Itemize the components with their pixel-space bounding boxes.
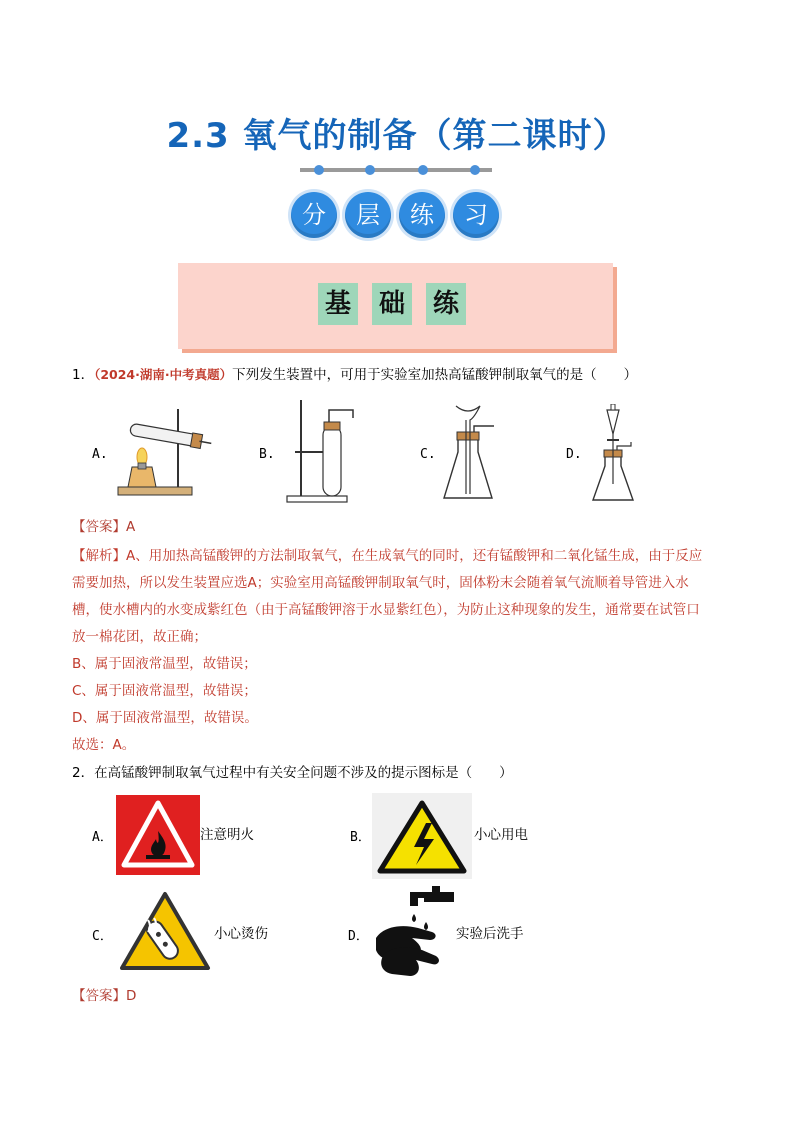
option-label: B. — [259, 447, 275, 462]
question-2-answer: 【答案】D — [72, 988, 137, 1004]
section-banner — [178, 263, 613, 349]
fire-warning-icon — [116, 795, 200, 875]
option-letter: D． — [348, 929, 369, 944]
banner-tile: 础 — [372, 283, 412, 325]
electric-hazard-icon — [372, 793, 472, 879]
option-label: 注意明火 — [200, 827, 254, 843]
title-divider — [300, 168, 492, 172]
option-letter: A． — [92, 830, 113, 845]
analysis-line: B、属于固液常温型，故错误； — [72, 656, 257, 672]
question-1-stem — [72, 366, 637, 384]
section-circle: 分 — [291, 192, 337, 238]
divider-dot — [365, 165, 375, 175]
option-label: D. — [566, 447, 582, 462]
option-label: C. — [420, 447, 436, 462]
analysis-line: 【解析】A、用加热高锰酸钾的方法制取氧气，在生成氧气的同时，还有锰酸钾和二氧化锰生成，由于反应 — [72, 548, 703, 564]
analysis-line: D、属于固液常温型，故错误。 — [72, 710, 258, 726]
page-title: 2.3 氧气的制备（第二课时） — [166, 116, 628, 156]
banner-tile: 基 — [318, 283, 358, 325]
hand-washing-icon — [372, 884, 456, 980]
option-label: A. — [92, 447, 108, 462]
question-source: （2024·湖南·中考真题） — [94, 367, 233, 382]
analysis-line: 故选：A。 — [72, 737, 136, 753]
question-text: 下列发生装置中，可用于实验室加热高锰酸钾制取氧气的是（ ） — [232, 367, 638, 383]
question-2-stem: 2．在高锰酸钾制取氧气过程中有关安全问题不涉及的提示图标是（ ） — [72, 765, 513, 781]
burn-hazard-icon — [116, 888, 214, 974]
divider-dot — [314, 165, 324, 175]
apparatus-b-stand-image — [285, 398, 355, 506]
apparatus-d-separatory-funnel-image — [587, 404, 639, 504]
question-number: 1． — [72, 367, 95, 383]
banner-tile: 练 — [426, 283, 466, 325]
apparatus-c-flask-funnel-image — [438, 400, 498, 504]
section-circle: 习 — [453, 192, 499, 238]
section-circle: 练 — [399, 192, 445, 238]
analysis-line: 放一棉花团，故正确； — [72, 629, 207, 645]
divider-dot — [418, 165, 428, 175]
analysis-line: C、属于固液常温型，故错误； — [72, 683, 257, 699]
option-label: 小心用电 — [474, 827, 528, 843]
section-circle: 层 — [345, 192, 391, 238]
apparatus-a-heating-image — [114, 405, 214, 499]
option-label: 实验后洗手 — [456, 926, 524, 942]
analysis-line: 槽，使水槽内的水变成紫红色（由于高锰酸钾溶于水显紫红色），为防止这种现象的发生，通常要在试管口 — [72, 602, 700, 618]
option-letter: C． — [92, 929, 113, 944]
option-letter: B． — [350, 830, 371, 845]
question-1-analysis — [72, 543, 732, 759]
question-1-answer: 【答案】A — [72, 519, 136, 535]
analysis-line: 需要加热，所以发生装置应选A；实验室用高锰酸钾制取氧气时，固体粉末会随着氧气流顺着导管进入水 — [72, 575, 689, 591]
divider-dot — [470, 165, 480, 175]
option-label: 小心烫伤 — [214, 926, 268, 942]
